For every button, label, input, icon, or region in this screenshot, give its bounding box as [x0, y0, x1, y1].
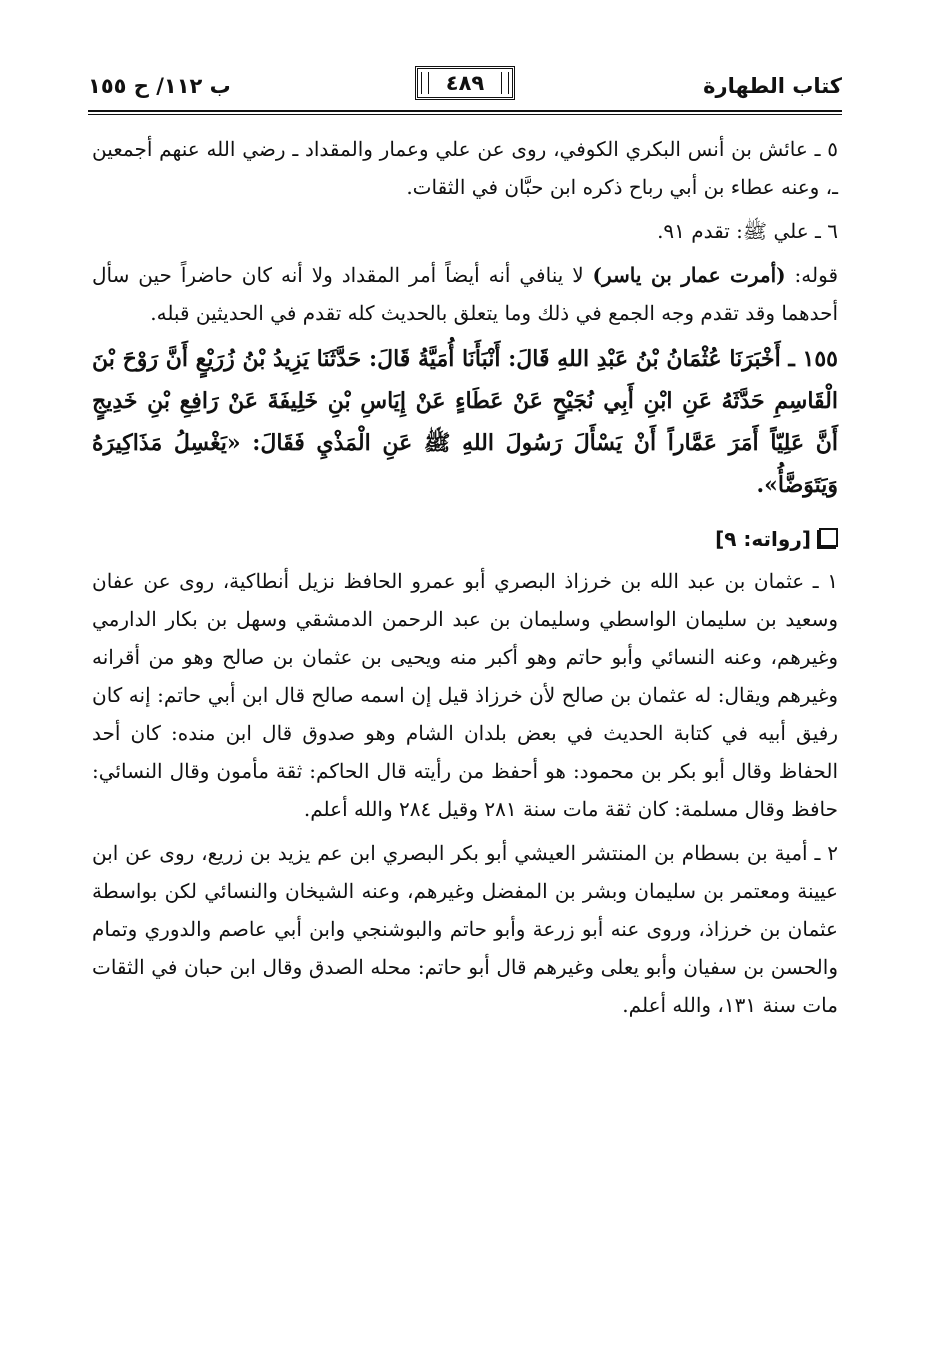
narrator-entry-6: ٦ ـ علي ﷺ: تقدم ٩١.: [657, 219, 838, 243]
narrators-heading: [92, 520, 838, 558]
page-body: [92, 130, 838, 1030]
square-bullet-icon: [819, 528, 838, 547]
commentary-paragraph: [92, 256, 838, 332]
hadith-text: ١٥٥ ـ أَخْبَرَنَا عُثْمَانُ بْنُ عَبْدِ اللهِ قَالَ: أَنْبَأَنَا أُمَيَّةُ قَالَ: حَدَّثَنَا يَزِيدُ بْنُ زُرَيْعٍ أَنَّ رَوْحَ بْنَ الْقَاسِمِ حَدَّثَهُ عَنِ ابْنِ أَبِي نُجَيْحٍ عَنْ عَطَاءٍ عَنْ إِيَاسِ بْنِ خَلِيفَةَ عَنْ رَافِعِ بْنِ خَدِيجٍ أَنَّ عَلِيّاً أَمَرَ عَمَّاراً أَنْ يَسْأَلَ رَسُولَ اللهِ ﷺ عَنِ الْمَذْيِ فَقَالَ: «يَغْسِلُ مَذَاكِيرَهُ وَيَتَوَضَّأُ».: [92, 346, 838, 498]
narrator-entry-1: ١ ـ عثمان بن عبد الله بن خرزاذ البصري أبو عمرو الحافظ نزيل أنطاكية، روى عن عفان وسعيد بن سليمان الواسطي وسليمان بن عبد الرحمن الدمشقي وسهل بن بكار الدارمي وغيرهم، وعنه النسائي وأبو حاتم وهو أكبر منه ويحيى بن عثمان بن صالح وهو من أقرانه وغيرهم ويقال: له عثمان بن صالح لأن خرزاذ قيل إن اسمه صالح قال ابن أبي حاتم: إنه كان رفيق أبيه في كتابة الحديث في بعض بلدان الشام وهو صدوق قال ابن منده: كان أحد الحفاظ وقال أبو بكر بن محمود: هو أحفظ من رأيته قال الحاكم: ثقة مأمون وقال النسائي: حافظ وقال مسلمة: كان ثقة مات سنة ٢٨١ وقيل ٢٨٤ والله أعلم.: [92, 569, 838, 821]
commentary-text: لا ينافي أنه أيضاً أمر المقداد ولا أنه كان حاضراً حين سأل أحدهما وقد تقدم وجه الجمع في ذلك وما يتعلق بالحديث كله تقدم في الحديثين قبله.: [92, 263, 838, 325]
narrator-entry-5: ٥ ـ عائش بن أنس البكري الكوفي، روى عن علي وعمار والمقداد ـ رضي الله عنهم أجمعين ـ، وعنه عطاء بن أبي رباح ذكره ابن حبَّان في الثقات.: [92, 137, 838, 199]
page-number-box: ٤٨٩: [415, 66, 515, 100]
commentary-quote: (أمرت عمار بن ياسر): [592, 263, 786, 287]
page-header: [88, 62, 842, 108]
narrators-heading-label: [رواته: ٩]: [715, 527, 811, 551]
book-title: كتاب الطهارة: [703, 74, 842, 98]
chapter-hadith-reference: ب ١١٢/ ح ١٥٥: [88, 74, 231, 98]
header-divider: [88, 110, 842, 115]
commentary-lead: قوله:: [785, 263, 838, 287]
narrator-entry-2: ٢ ـ أمية بن بسطام بن المنتشر العيشي أبو بكر البصري ابن عم يزيد بن زريع، روى عن ابن عيينة ومعتمر بن سليمان وبشر بن المفضل وغيرهم، وعنه الشيخان والنسائي لكن بواسطة عثمان بن خرزاذ، وروى عنه أبو زرعة وأبو حاتم والبوشنجي وابن أبي عاصم والدوري وتمام والحسن بن سفيان وأبو يعلى وغيرهم قال أبو حاتم: محله الصدق وقال ابن حبان في الثقات مات سنة ١٣١، والله أعلم.: [92, 841, 838, 1017]
